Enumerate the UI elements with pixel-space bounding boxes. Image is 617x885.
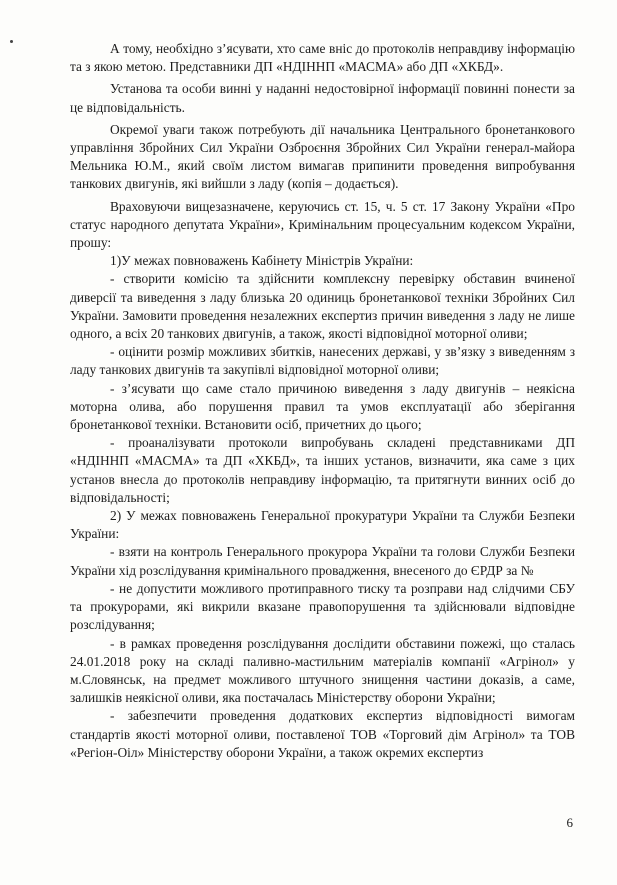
list-item: - зʼясувати що саме стало причиною виведення з ладу двигунів – неякісна моторна олива, або порушення правил та умов експлуатації або зберігання бронетанкової техніки. Встановити осіб, причетних до цього; — [70, 380, 575, 433]
paragraph: А тому, необхідно зʼясувати, хто саме вніс до протоколів неправдиву інформацію та з якою метою. Представники ДП «НДІННП «МАСМА» або ДП «ХКБД». — [70, 41, 575, 75]
list-item: - в рамках проведення розслідування дослідити обставини пожежі, що сталась 24.01.2018 року на складі паливно-мастильним матеріалів компанії «Агрінол» у м.Словянськ, на предмет можливого штучного знищення частини доказів, а саме, залишків неякісної оливи, яка постачалась Міністерству оборони України; — [70, 635, 575, 706]
scan-speck — [10, 40, 13, 43]
page-number: 6 — [566, 815, 573, 830]
paragraph: Враховуючи вищезазначене, керуючись ст. 15, ч. 5 ст. 17 Закону України «Про статус народного депутата України», Кримінальним процесуальним кодексом України, прошу: — [70, 198, 575, 251]
list-item: - проаналізувати протоколи випробувань складені представниками ДП «НДІННП «МАСМА» та ДП «ХКБД», та інших установ, визначити, яка саме з цих установ внесла до протоколів неправдиву інформацію, та притягнути винних осіб до відповідальності; — [70, 435, 575, 505]
list-item: - не допустити можливого протиправного тиску та розправи над слідчими СБУ та прокурорами, які викрили вказане правопорушення та здійснювали відповідне розслідування; — [70, 580, 575, 633]
paragraph: Окремої уваги також потребують дії начальника Центрального бронетанкового управління Збройних Сил України Озброєння Збройних Сил України генерал-майора Мельника Ю.М., який своїм листом вимагав припинити проведення випробування танкових двигунів, які вийшли з ладу (копія – додається). — [70, 121, 575, 192]
list-item: - взяти на контроль Генерального прокурора України та голови Служби Безпеки України хід розслідування кримінального провадження, внесеного до ЄРДР за № — [70, 544, 575, 578]
list-item: - оцінити розмір можливих збитків, нанесених державі, у звʼязку з виведенням з ладу танкових двигунів та закупівлі відповідної моторної оливи; — [70, 344, 575, 378]
document-body — [70, 40, 575, 762]
paragraph: Установа та особи винні у наданні недостовірної інформації повинні понести за це відповідальність. — [70, 81, 575, 115]
list-heading: 2) У межах повноважень Генеральної прокуратури України та Служби Безпеки України: — [70, 508, 575, 542]
list-item: - створити комісію та здійснити комплексну перевірку обставин вчиненої диверсії та виведення з ладу близька 20 одиниць бронетанкової техніки Збройних Сил України. Замовити проведення незалежних експертиз причин виведення з ладу не лише одного, а всіх 20 танкових двигунів, а також, якості відповідної моторної оливи; — [70, 271, 575, 342]
list-heading: 1)У межах повноважень Кабінету Міністрів України: — [110, 253, 414, 269]
list-item: - забезпечити проведення додаткових експертиз відповідності вимогам стандартів якості моторної оливи, поставленої ТОВ «Торговий дім Агрінол» та ТОВ «Регіон-Оіл» Міністерству оборони України, а також окремих експертиз — [70, 708, 575, 760]
